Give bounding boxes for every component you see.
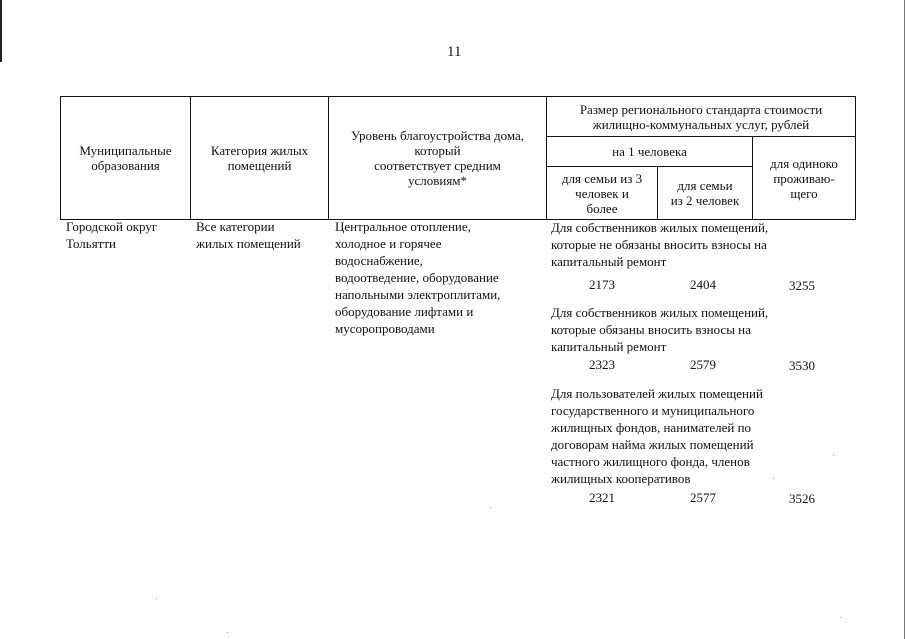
- header-standard-size: Размер регионального стандарта стоимости жилищно-коммунальных услуг, рублей: [579, 101, 823, 132]
- value-single: 3255: [789, 278, 815, 293]
- scan-speck: [156, 598, 157, 599]
- group-label: Для пользователей жилых помещений государственного и муниципального жилищных фондов, нанимателей по договорам найма жилых помещений частного жилищного фонда, членов жилищных кооперативов: [551, 386, 763, 486]
- group-label: Для собственников жилых помещений, которые обязаны вносить взносы на капитальный ремонт: [551, 305, 769, 354]
- page-number: 11: [447, 44, 462, 60]
- header-single: для одиноко проживаю- щего: [770, 155, 838, 201]
- value-family-2: 2404: [690, 277, 716, 292]
- header-family-2: для семьи из 2 человек: [670, 178, 740, 208]
- value-single: 3530: [789, 358, 815, 373]
- value-single: 3526: [789, 491, 815, 506]
- header-per-person: на 1 человека: [612, 144, 687, 159]
- value-family-3: 2323: [589, 357, 615, 372]
- scan-edge-mark: [0, 0, 2, 62]
- value-family-2: 2577: [690, 490, 716, 505]
- header-category: Категория жилых помещений: [210, 143, 309, 173]
- value-family-3: 2321: [589, 490, 615, 505]
- header-family-3: для семьи из 3 человек и более: [561, 170, 643, 216]
- cell-category: Все категории жилых помещений: [196, 219, 301, 251]
- header-municipality: Муниципальные образования: [79, 143, 172, 173]
- value-family-2: 2579: [690, 357, 716, 372]
- header-improvement-level: Уровень благоустройства дома, который соответствует средним условиям*: [350, 128, 525, 188]
- scan-speck: [227, 632, 228, 633]
- scan-speck: [773, 478, 774, 479]
- scan-speck: [833, 455, 834, 456]
- group-label: Для собственников жилых помещений, которые не обязаны вносить взносы на капитальный ремонт: [551, 220, 769, 269]
- scan-speck: [840, 617, 841, 618]
- cell-municipality: Городской округ Тольятти: [66, 219, 158, 251]
- scan-speck: [490, 507, 491, 508]
- value-family-3: 2173: [589, 277, 615, 292]
- cell-improvement-level: Центральное отопление, холодное и горячее водоснабжение, водоотведение, оборудование напольными электроплитами, оборудование лифтами и мусоропроводами: [335, 219, 501, 336]
